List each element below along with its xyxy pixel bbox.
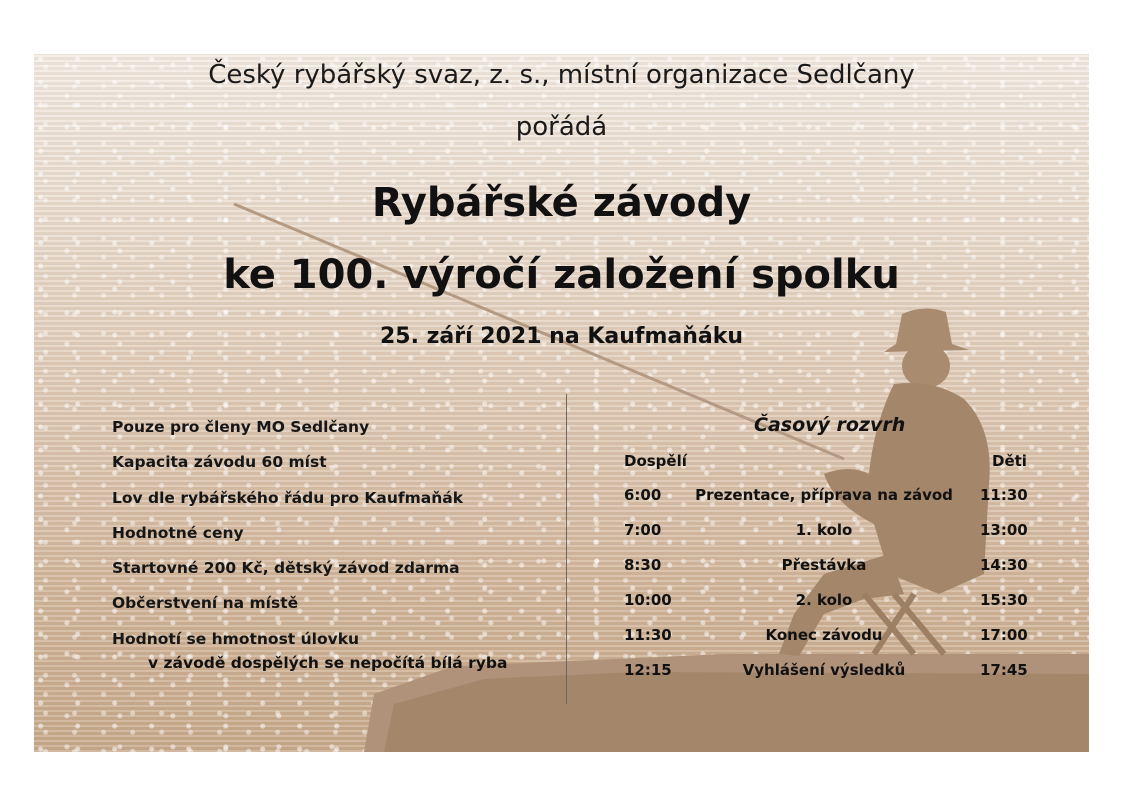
schedule-header-children: Děti xyxy=(992,452,1027,470)
schedule-row xyxy=(34,556,1089,578)
time-adults: 11:30 xyxy=(624,626,672,644)
column-divider xyxy=(566,394,567,704)
info-item: Lov dle rybářského řádu pro Kaufmaňák xyxy=(112,488,464,507)
time-children: 14:30 xyxy=(980,556,1028,574)
event-name: 1. kolo xyxy=(795,521,853,539)
info-item: Občerstvení na místě xyxy=(112,594,299,613)
time-adults: 10:00 xyxy=(624,591,672,609)
event-title: Rybářské závody xyxy=(371,180,752,226)
time-children: 15:30 xyxy=(980,591,1028,609)
presents-text: pořádá xyxy=(515,112,608,142)
event-subtitle: ke 100. výročí založení spolku xyxy=(223,252,900,298)
time-children: 17:00 xyxy=(980,626,1028,644)
schedule-row xyxy=(34,626,1089,648)
time-adults: 7:00 xyxy=(624,521,662,539)
organization-name: Český rybářský svaz, z. s., místní organizace Sedlčany xyxy=(208,60,915,90)
time-adults: 8:30 xyxy=(624,556,662,574)
schedule-row xyxy=(34,591,1089,613)
schedule-row xyxy=(34,661,1089,683)
event-name: Konec závodu xyxy=(765,626,883,644)
event-date-place: 25. září 2021 na Kaufmaňáku xyxy=(379,324,744,349)
time-adults: 6:00 xyxy=(624,486,662,504)
event-name: Přestávka xyxy=(781,556,867,574)
schedule-row xyxy=(34,521,1089,543)
info-note: v závodě dospělých se nepočítá bílá ryba xyxy=(148,654,508,672)
info-item: Startovné 200 Kč, dětský závod zdarma xyxy=(112,559,460,578)
schedule-row xyxy=(34,486,1089,508)
event-name: Vyhlášení výsledků xyxy=(742,661,906,679)
info-item: Hodnotné ceny xyxy=(112,523,244,542)
info-item: Hodnotí se hmotnost úlovku xyxy=(112,629,360,648)
schedule-header-adults: Dospělí xyxy=(624,452,687,470)
event-name: Prezentace, příprava na závod xyxy=(695,486,953,504)
poster-background xyxy=(34,54,1089,752)
info-item: Pouze pro členy MO Sedlčany xyxy=(112,418,370,436)
time-adults: 12:15 xyxy=(624,661,672,679)
event-name: 2. kolo xyxy=(795,591,853,609)
info-item: Kapacita závodu 60 míst xyxy=(112,453,327,472)
time-children: 11:30 xyxy=(980,486,1028,504)
time-children: 17:45 xyxy=(980,661,1028,679)
time-children: 13:00 xyxy=(980,521,1028,539)
schedule-title: Časový rozvrh xyxy=(754,414,906,436)
